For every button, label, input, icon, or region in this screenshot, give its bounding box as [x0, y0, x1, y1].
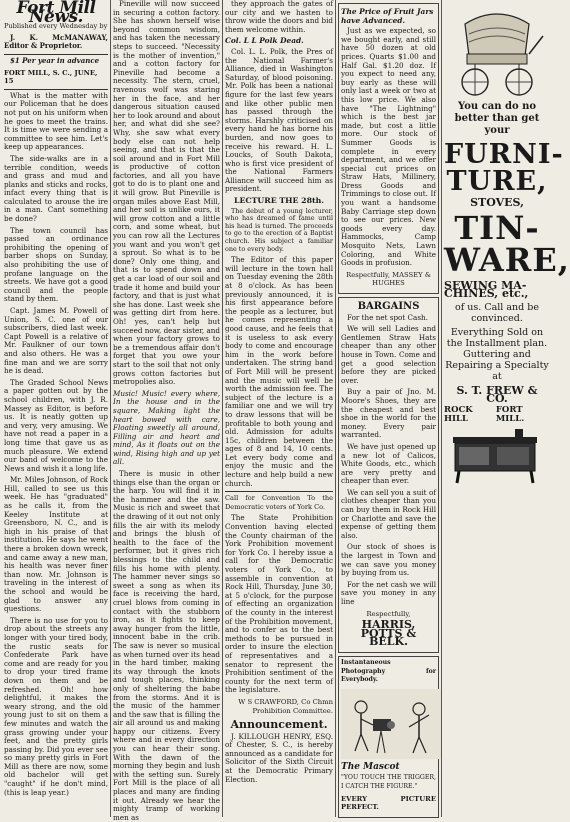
article-council: The town council has passed an ordinance prohibiting the opening of barber shops on Sunday, also prohibiting the use of profane language on the streets. We have got a good council and the people stand by them.: [4, 225, 108, 304]
article-capt-powell: Capt. James M. Powell of Union, S. C. one of our subscribers, died last week. Capt Powell is a relative of Mr. Faulkner of our town and also others. He was a fine man and we are sorry he is dead.: [4, 306, 108, 376]
column-rule: [441, 0, 442, 817]
headline-bargains: BARGAINS: [357, 301, 420, 312]
ad-bargains-cash: For the net spot Cash.: [347, 312, 428, 322]
ad-clothes: We can sell you a suit of clothes cheaper than you can buy them in Rock Hill or Charlotte and save the expense of getting them also.: [341, 487, 436, 540]
ad-net-cash: For the net cash we will save you money in any line: [341, 579, 436, 606]
article-sidewalks: The side-walks are in a terrible condition, weeds and grass and mud and planks and sticks and rocks, infact every thing that is calculated to arouse the ire in a man. Cant something be done?: [4, 153, 108, 224]
headline-lecture: LECTURE THE 28th.: [233, 196, 325, 206]
article-gates: they approach the gates of our city and we hasten to throw wide the doors and bid them welcome within.: [225, 0, 333, 34]
ad-furniture: FURNI-TURE,: [444, 139, 564, 197]
column-rule: [110, 0, 111, 817]
column-1: [4, 0, 108, 817]
masthead-title: Fort Mill News.: [16, 0, 96, 27]
article-music-hammer: There is music in other things else than the organ or the harp. You will find it in the hammer and the saw. Music is rich and sweet that the drawing of it out not only fills the air with its melody and brings the blush of health to the face of the performer, but it gives rich blessings to the child and fills his home with plenty. The hammer never sings so sweet a song as when its face is receiving the hard, cruel blows from coming in contact with the stubborn iron, as it fights to keep away hunger from the little, innocent babe in the crib. The saw is never so musical as when turned over its head in the hard timber, making its way through the knots and tough places, thinking only of sheltering the babe from the storms. And it is the music of the hammer and the saw that is filling the air all around us and making happy our citizens. Every where and in every direction you can hear their song. With the dawn of the morning they begin and lush with the setting sun. Surely Fort Mill is the place of all places and many are finding it out. Already we hear the mighty tramp of working men as: [113, 469, 220, 822]
ad-sewing-machines: SEWING MA-CHINES, etc.,: [444, 278, 529, 301]
ad-firm-frew: S. T. FREW & CO.: [456, 383, 538, 406]
headline-fruit-jars: The Price of Fruit Jars have Advanced.: [341, 7, 434, 25]
camera-slogan: "YOU TOUCH THE TRIGGER, I CATCH THE FIGURE.": [341, 774, 436, 790]
ad-photography: [338, 656, 439, 818]
article-school-news: The Graded School News a paper gotten out by the school children, with J. R. Massey as Editor, is before us. It is neatly gotten up and very, very amusing. We have not read a paper in a long time that gave us as much pleasure. We extend our band of welcome to the News and wish it a long life.: [4, 377, 108, 473]
ad-shoe-stock: Our stock of shoes is the largest in Town and we can save you money by buying from us.: [341, 542, 436, 578]
ad-locations: [444, 406, 550, 423]
signature-crawford: W S CRAWFORD, Co Chmn Prohibition Committee.: [238, 697, 333, 715]
stove-illustration: [445, 429, 549, 484]
firm-harris-potts-belk: HARRIS, POTTS & BELK.: [360, 618, 417, 649]
photo-headline: Instantaneous Photography for Everybody.: [341, 658, 436, 684]
article-polk: Col. L. L. Polk, the Pres of the National Farmer's Alliance, died in Washington Saturday, of blood poisoning. Mr. Polk has been a national figure for the last few years and like other public men has passed through the storms. Harshly criticised on every hand he has borne his burden, and now goes to receive his reward. H. L. Loucks, of South Dakota, who is first vice president of the National Farmers Alliance will succeed him as president.: [225, 46, 333, 194]
ad-fruit-jars-text: Just as we expected, so we bought early, and still have 50 dozen at old prices. Quarts $1.00 and Half Gal. $1.20 doz. If you expect to need any, buy early as these will only last a week or two at this low price. We also have "The Lightning" which is the best jar made, but cost a little more. Our stock of Summer Goods is complete in every department, and we offer special cut prices on Straw Hats, Millinery, Dress Goods and Trimmings to close out. If you want a handsome Baby Carriage step down to see our prices. New goods every day. Hammocks, Camp Mosquito Nets, Lawn Coloring, and White Goods in profusion.: [341, 26, 436, 268]
headline-announcement: Announcement.: [230, 718, 328, 732]
subscription-price: $1 Per year in advance: [10, 55, 100, 65]
headline-polk: Col. L L Polk Dead.: [225, 36, 304, 46]
ad-calicos: We have just opened up a new lot of Calicos, White Goods, etc., which are very pretty and cheaper than ever.: [341, 441, 436, 486]
divider: [4, 89, 108, 90]
location-fort-mill: FORT MILL.: [495, 404, 525, 424]
publisher-line: J. K. McMANAWAY, Editor & Proprietor.: [4, 32, 108, 51]
baby-carriage-illustration: [445, 4, 549, 99]
article-miles-johnson: Mr. Miles Johnson, of Rock Hill, called to see us this week. He has "graduated" as he calls it, from the Keeley Institute at Greensboro, N. C., and is high in his praise of that institution. He says he went there a broken down wreck, and came away a new man, his health was never finer than now. Mr. Johnson is traveling in the interest of the school and would be glad to answer any questions.: [4, 475, 108, 614]
signature-massey: Respectfully, MASSEY & HUGHES: [346, 270, 431, 288]
signature-respectfully: Respectfully,: [366, 609, 411, 618]
ad-tinware: TIN-WARE,: [444, 208, 570, 279]
ad-shoes: Buy a pair of Jno. M. Moore's Shoes, they are the cheapest and best shoe in the world for the money. Every pair warranted.: [341, 387, 436, 440]
column-2: [113, 0, 220, 822]
published-line: Published every Wednesday by: [4, 22, 108, 31]
article-rustic-seats: There is no use for you to drop about the streets any longer with your tired body, the rustic seats for Confederate Park have come and are ready for you to drop your tired frame down on them and be refreshed. Oh! how delightful, it makes the weary strong, and the old young just to sit on them a few minutes and watch the grass growing under your feet, and the pretty girls passing by. Did you ever see so many pretty girls in Fort Mill as there are now, some old bachelor will get "caught" if he don't mind, (this is leap year.): [4, 615, 108, 797]
divider: [4, 54, 108, 55]
poem-music: Music! Music! every where, In the house and in the square, Making light the heart bowed with care, Floating sweetly all around, Filling air and heart and mind, As it floats out on the wind, Rising high and up yet all.: [113, 388, 220, 467]
column-rule: [335, 0, 336, 817]
column-5: [444, 0, 570, 817]
ad-convinced: of us. Call and be convinced.: [455, 301, 539, 324]
column-3: [225, 0, 333, 817]
camera-illustration: [341, 689, 441, 759]
lecture-intro: The debut of a young lecturer, who has dreamed of fame until his head is turned. The proceeds to go to the erection of a Baptist church. His subject a familiar one to every body.: [225, 206, 333, 253]
article-lecture: The Editor of this paper will lecture in the town hall on Tuesday evening the 28th at 8 o'clock. As has been previously announced, it is his first appearance before the people as a lecturer, but he comes representing a good cause, and he feels that it is useless to ask every body to come and encourage him in the work before undertaken. The string band of Fort Mill will be present and the music will well be worth the admission fee. The subject of the lecture is a familiar one and we will try to draw lessons that will be profitable to both young and old. Admission for adults 15c, children between the ages of 8 and 14, 10 cents. Let every body come and enjoy the music and the lecture and help build a new church.: [225, 255, 333, 488]
column-rule: [222, 0, 223, 817]
divider: [225, 491, 333, 492]
ad-straw-hats: We will sell Ladies and Gentlemen Straw Hats cheaper than any other house in Town. Come and get a good selection before they are picked over.: [341, 324, 436, 385]
dateline: FORT MILL, S. C., JUNE, 15: [4, 68, 98, 86]
camera-perfect: EVERY PICTURE PERFECT.: [341, 794, 436, 812]
ad-bargains: [338, 297, 439, 653]
ad-lead-text: You can do no better than get your: [454, 101, 540, 136]
article-pineville: Pineville will now succeed in securing a cotton factory. She has shown herself wise beyond common wisdom, and has taken the necessary steps to succeed. "Necessity is the mother of invention," and a cotton factory for Pineville had become a necessity. The stern, cruel, ravenous wolf was staring her in the face, and her dangerous situation caused her to look around and about her, and what did she see? Why, she saw what every body else can not help seeing, and that is that the soil around and in Fort Mill is productive of cotton factories, and all you have got to do is to plant one and it will grow. But Pineville is organ miles above East Mill, and her soil is unlike ours, it will grow cotton and a little corn, and some wheat, but you can row all the Lectures you want and you won't get a sprout. So what is to be done? Only one thing, and that is to spend down and get a car load of our soil and trade it home and build your factory, and that is just what she has done. Last week she was getting dirt from here. Oh! yes, can't help but succeed now, dear sister, and when your factory grows to be a tremendous affair don't forget that you owe your start to the soil that not only grows cotton factories but metropolies also.: [113, 0, 220, 387]
ad-stoves: STOVES,: [470, 196, 524, 209]
article-policeman: What is the matter with our Policeman that he does not put on his uniform when he goes to meet the trains. It is time we were sending a committee to see him. Let's keep up appearances.: [4, 90, 108, 152]
ad-fruit-jars: [338, 3, 439, 294]
camera-name: The Mascot: [341, 761, 400, 772]
location-rock-hill: ROCK HILL: [444, 404, 473, 424]
headline-convention: Call for Convention To the Democratic voters of York Co.: [225, 494, 333, 511]
article-convention: The State Prohibition Convention having elected the County chairman of the York Prohibition movement for York Co. I hereby issue a call for the Democratic voters of York Co., to assemble in convention at Rock Hill, Thursday, June 30, at 5 o'clock, for the purpose of effecting an organization of the county in the interest of the Prohibition movement, and to confer as to the best methods to be pursued in order to insure the election of representatives and a senator to represent the Prohibition sentiment of the county for the next term of the legislature.: [225, 513, 333, 695]
ad-installment-plan: Everything Sold on the Installment plan. Guttering and Repairing a Specialty at: [445, 326, 549, 382]
column-4: [338, 0, 439, 817]
article-announcement: J. KILLOUGH HENRY, ESQ. of Chester, S. C., is hereby announced as a candidate for Solicitor of the Sixth Circuit at the Democratic Primary Election.: [225, 731, 333, 784]
